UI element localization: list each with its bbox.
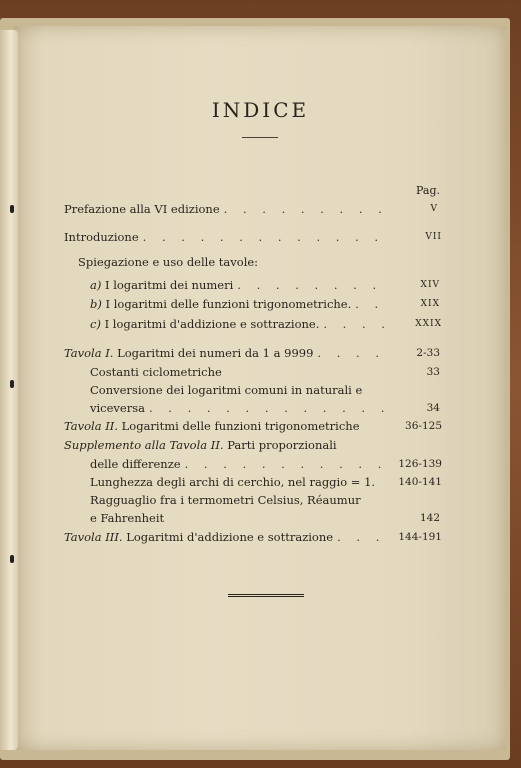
index-entry <box>90 382 440 398</box>
index-entry <box>90 316 390 332</box>
entry-label: e Fahrenheit <box>90 511 165 525</box>
index-entry <box>64 201 384 217</box>
entry-label: Parti proporzionali <box>227 438 337 452</box>
index-entry-page <box>398 345 440 361</box>
index-entry <box>90 400 384 416</box>
entry-page: XIV <box>420 280 440 290</box>
leader-dots <box>319 316 390 332</box>
closing-rule <box>228 596 304 597</box>
leader-dots <box>233 277 382 293</box>
index-entry <box>90 474 396 490</box>
entry-label: Ragguaglio fra i termometri Celsius, Réaumur <box>90 493 361 507</box>
index-entry-page <box>398 456 442 472</box>
leader-dots <box>181 456 386 472</box>
entry-marker: Tavola II. <box>64 419 118 433</box>
entry-page: XIX <box>420 299 440 309</box>
entry-page: 34 <box>426 402 440 414</box>
entry-page: 36-125 <box>405 420 442 432</box>
entry-label: Logaritmi dei numeri da 1 a 9999 <box>117 346 314 360</box>
page-column-header: Pag. <box>416 184 441 197</box>
index-entry-page <box>398 201 438 217</box>
index-entry <box>90 492 440 508</box>
leader-dots <box>351 296 390 312</box>
leader-dots <box>220 201 384 217</box>
title-divider <box>242 137 278 138</box>
entry-label: I logaritmi dei numeri <box>105 278 234 292</box>
entry-marker: Tavola I. <box>64 346 114 360</box>
entry-label: Prefazione alla VI edizione <box>64 202 220 216</box>
leader-dots <box>145 400 384 416</box>
page-title: INDICE <box>211 98 310 122</box>
index-entry <box>64 418 394 434</box>
entry-label: I logaritmi d'addizione e sottrazione. <box>104 317 320 331</box>
index-entry-page <box>398 296 440 312</box>
index-entry-page <box>398 229 442 245</box>
index-entry <box>90 277 382 293</box>
index-entry-page <box>398 418 442 434</box>
entry-marker: a) <box>90 278 102 292</box>
entry-label: delle differenze <box>90 457 181 471</box>
index-entry <box>90 296 390 312</box>
index-entry <box>64 437 442 453</box>
entry-label: Spiegazione e uso delle tavole: <box>78 255 259 269</box>
entry-label: Introduzione <box>64 230 139 244</box>
index-entry <box>90 364 390 380</box>
entry-page: 2-33 <box>416 347 440 359</box>
index-entry <box>78 254 378 270</box>
entry-label: Conversione dei logaritmi comuni in naturali e <box>90 383 363 397</box>
entry-page: 144-191 <box>398 531 442 543</box>
entry-label: Costanti ciclometriche <box>90 365 222 379</box>
index-entry-page <box>398 400 440 416</box>
index-entry-page <box>398 277 440 293</box>
entry-page: 33 <box>426 366 440 378</box>
entry-page: VII <box>425 232 442 242</box>
entry-label: Logaritmi d'addizione e sottrazione <box>126 530 334 544</box>
entry-page: 126-139 <box>398 458 442 470</box>
entry-marker: Supplemento alla Tavola II. <box>64 438 224 452</box>
index-entry-page <box>398 364 440 380</box>
entry-page: 142 <box>419 512 440 524</box>
index-entry-page <box>398 474 442 490</box>
index-entry <box>90 456 386 472</box>
index-entry-page <box>398 510 440 526</box>
index-entry-page <box>398 316 442 332</box>
entry-page: XXIX <box>415 319 442 329</box>
leader-dots <box>333 529 386 545</box>
leader-dots <box>313 345 384 361</box>
entry-page: 140-141 <box>398 476 442 488</box>
index-entry <box>64 229 388 245</box>
entry-label: viceversa <box>90 401 145 415</box>
index-entry <box>64 345 384 361</box>
entry-label: I logaritmi delle funzioni trigonometriche. <box>105 297 352 311</box>
entry-marker: c) <box>90 317 101 331</box>
index-entry <box>90 510 390 526</box>
index-entry <box>64 529 386 545</box>
entry-label: Logaritmi delle funzioni trigonometriche <box>121 419 360 433</box>
entry-marker: b) <box>90 297 102 311</box>
closing-rule <box>228 594 304 595</box>
leader-dots <box>139 229 388 245</box>
entry-label: Lunghezza degli archi di cerchio, nel raggio = 1. <box>90 475 376 489</box>
entry-marker: Tavola III. <box>64 530 123 544</box>
index-entry-page <box>398 529 442 545</box>
entry-page: V <box>430 204 438 214</box>
